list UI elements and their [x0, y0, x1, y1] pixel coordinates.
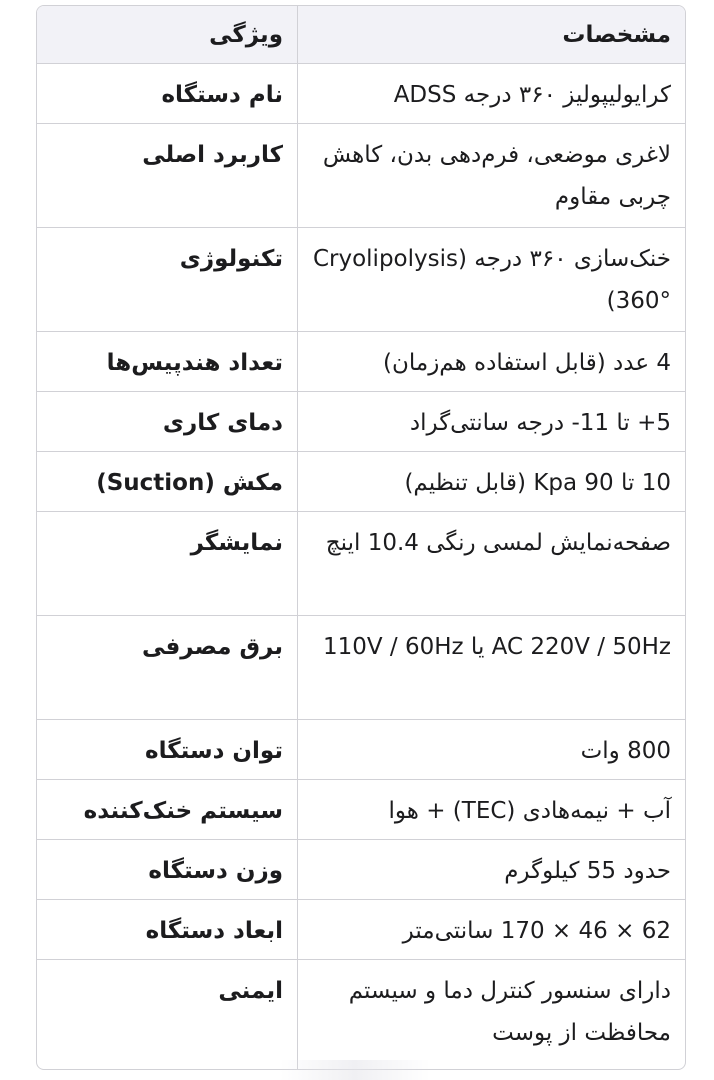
feature-cell: مکش (Suction) — [96, 470, 283, 496]
spec-cell: AC 220V / 50Hz یا 110V / 60Hz — [297, 616, 685, 719]
feature-cell: ایمنی — [218, 978, 283, 1004]
feature-cell: توان دستگاه — [145, 738, 283, 764]
table-row — [37, 512, 685, 616]
table-row — [37, 960, 685, 1069]
feature-cell: نمایشگر — [190, 530, 283, 556]
table-row — [37, 840, 685, 900]
feature-cell: وزن دستگاه — [148, 858, 283, 884]
feature-cell: نام دستگاه — [161, 82, 283, 108]
table-row — [37, 780, 685, 840]
feature-cell: تکنولوژی — [179, 246, 283, 272]
spec-cell: لاغری موضعی، فرم‌دهی بدن، کاهش چربی مقاوم — [297, 124, 685, 227]
spec-cell: آب + نیمه‌هادی (TEC) + هوا — [297, 780, 685, 839]
table-row — [37, 228, 685, 332]
table-row — [37, 616, 685, 720]
feature-cell: کاربرد اصلی — [142, 142, 283, 168]
feature-cell: سیستم خنک‌کننده — [83, 798, 283, 824]
spec-cell: 5+ تا 11- درجه سانتی‌گراد — [297, 392, 685, 451]
header-spec: مشخصات — [297, 6, 685, 63]
spec-cell: دارای سنسور کنترل دما و سیستم محافظت از پوست — [297, 960, 685, 1069]
feature-cell: ابعاد دستگاه — [145, 918, 283, 944]
spec-cell: خنک‌سازی ۳۶۰ درجه (Cryolipolysis 360°) — [297, 228, 685, 331]
spec-cell: حدود 55 کیلوگرم — [297, 840, 685, 899]
table-row — [37, 64, 685, 124]
table-row — [37, 392, 685, 452]
spec-cell: صفحه‌نمایش لمسی رنگی 10.4 اینچ — [297, 512, 685, 615]
feature-cell: دمای کاری — [162, 410, 283, 436]
spec-cell: 62 × 46 × 170 سانتی‌متر — [297, 900, 685, 959]
spec-cell: 4 عدد (قابل استفاده هم‌زمان) — [297, 332, 685, 391]
spec-cell: 800 وات — [297, 720, 685, 779]
scroll-fade-decoration — [280, 1060, 430, 1080]
header-feature: ویژگی — [209, 22, 283, 48]
table-row — [37, 720, 685, 780]
spec-cell: 10 تا 90 Kpa (قابل تنظیم) — [297, 452, 685, 511]
table-row — [37, 332, 685, 392]
table-row — [37, 900, 685, 960]
table-row — [37, 124, 685, 228]
feature-cell: برق مصرفی — [141, 634, 283, 660]
spec-table — [36, 5, 686, 1070]
table-row — [37, 452, 685, 512]
table-header-row — [37, 6, 685, 64]
spec-cell: کرایولیپولیز ۳۶۰ درجه ADSS — [297, 64, 685, 123]
feature-cell: تعداد هندپیس‌ها — [106, 350, 283, 376]
